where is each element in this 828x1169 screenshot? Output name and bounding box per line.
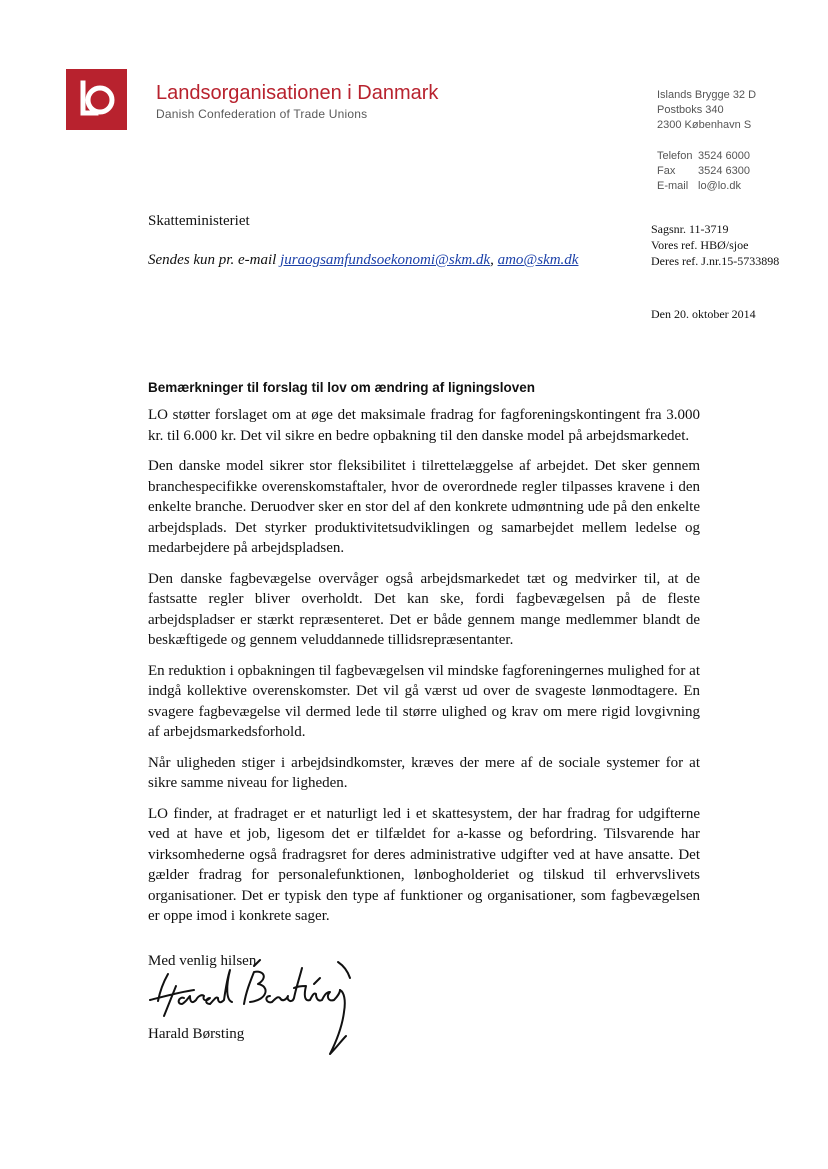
lo-logo [66, 69, 127, 130]
subject-heading: Bemærkninger til forslag til lov om ændring af ligningsloven [148, 380, 536, 395]
paragraph: Den danske model sikrer stor fleksibilitet i tilrettelæggelse af arbejdet. Det sker gennem branchespecifikke overenskomstaftaler, hvor de overordnede regler tilpasses kravene i den enkelte branche. Deruodver sker en stor del af den konkrete udmøntning ude på den enkelte arbejdsplads. Det styrker produktivitetsudviklingen og samarbejdet mellem ledelse og medarbejdere på arbejdspladsen. [148, 458, 700, 556]
phone-value: 3524 6000 [698, 150, 750, 162]
letter-body [148, 405, 700, 937]
case-number: Sagsnr. 11-3719 [651, 222, 729, 236]
paragraph: LO finder, at fradraget er et naturligt led i et skattesystem, der har fradrag for udgifterne ved at have et job, ligesom det er tilfældet for a-kasse og befordring. Tilsvarende har virksomhederne også fradragsret for deres administrative udgifter ved at have ansatte. Det gælder fradrag for personalefunktionen, lønbogholderiet og tilskud til erhvervslivets organisationer. Det er typisk den type af funktioner og organisationer, som fagbevægelsen er oppe imod i konkrete sager. [148, 805, 700, 924]
paragraph: En reduktion i opbakningen til fagbevægelsen vil mindske fagforeningernes mulighed for at indgå kollektive overenskomster. Det vil gå værst ud over de svageste lønmodtagere. En svagere fagbevægelse vil dermed lede til større ulighed og krav om mere rigid lovgivning af arbejdsmarkedsforhold. [148, 662, 700, 740]
address-city: 2300 København S [657, 119, 752, 131]
email-label: E-mail [657, 180, 689, 192]
email-value: lo@lo.dk [698, 180, 741, 192]
address-street: Islands Brygge 32 D [657, 89, 757, 101]
your-reference: Deres ref. J.nr.15-5733898 [651, 254, 780, 268]
handwritten-signature [146, 956, 396, 1066]
email-link-1[interactable]: juraogsamfundsoekonomi@skm.dk [280, 252, 491, 268]
our-reference: Vores ref. HBØ/sjoe [651, 238, 749, 252]
paragraph: Når uligheden stiger i arbejdsindkomster, kræves der mere af de sociale systemer for at sikre samme niveau for ligheden. [148, 754, 700, 791]
address-pobox: Postboks 340 [657, 104, 724, 116]
letter-date: Den 20. oktober 2014 [651, 307, 756, 321]
contact-email [657, 179, 750, 194]
send-prefix: Sendes kun pr. e-mail [148, 252, 277, 268]
phone-label: Telefon [657, 150, 693, 162]
org-subtitle: Danish Confederation of Trade Unions [156, 107, 368, 121]
fax-value: 3524 6300 [698, 165, 750, 177]
paragraph: LO støtter forslaget om at øge det maksimale fradrag for fagforeningskontingent fra 3.000 kr. til 6.000 kr. Det vil sikre en bedre opbakning til den danske model på arbejdsmarkedet. [148, 407, 700, 444]
closing-phrase: Med venlig hilsen [148, 953, 257, 969]
org-name: Landsorganisationen i Danmark [156, 82, 439, 104]
recipient: Skatteministeriet [148, 213, 250, 229]
contact-block [657, 149, 750, 194]
paragraph: Den danske fagbevægelse overvåger også arbejdsmarkedet tæt og medvirker til, at de fastsatte regler bliver overholdt. Det kan ske, fordi fagbevægelsen på de fleste arbejdspladser er stærkt repræsenteret. Det er både gennem mange medlemmer blandt de beskæftigede og gennem veluddannede tillidsrepræsentanter. [148, 570, 700, 648]
email-link-2[interactable]: amo@skm.dk [497, 252, 579, 268]
reference-block [651, 221, 779, 269]
send-line [148, 252, 578, 269]
fax-label: Fax [657, 165, 676, 177]
signer-name: Harald Børsting [148, 1026, 245, 1042]
lo-logo-icon [66, 69, 127, 130]
contact-fax [657, 164, 750, 179]
contact-phone [657, 149, 750, 164]
email-separator: , [490, 252, 494, 268]
address-block [657, 88, 756, 133]
